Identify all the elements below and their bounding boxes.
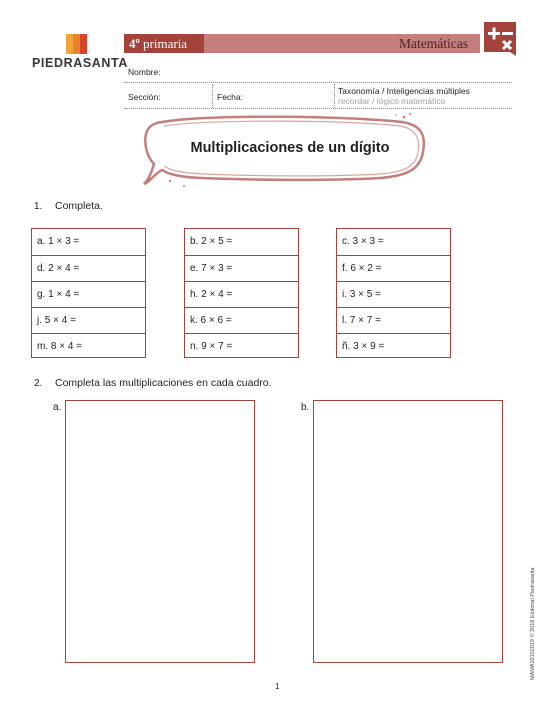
copyright-credit: MAMA10102019 © 2018 Editorial Piedrasanta [530,567,536,680]
subject-label: Matemáticas [399,36,468,51]
problem-cell[interactable]: k. 6 × 6 = [185,307,298,333]
exercise-1-column-2 [184,228,299,358]
exercise-1-column-1 [31,228,146,358]
problem-cell[interactable]: d. 2 × 4 = [32,255,145,281]
problem-cell[interactable]: ñ. 3 × 9 = [337,333,450,359]
problem-cell[interactable]: c. 3 × 3 = [342,236,384,247]
field-separator [334,84,335,108]
page-number: 1 [275,682,280,691]
book-logo-icon [65,32,89,56]
name-label: Nombre: [128,67,161,77]
exercise-2-number: 2. [34,378,43,389]
exercise-1-number: 1. [34,201,43,212]
problem-cell[interactable]: b. 2 × 5 = [190,236,233,247]
grade-number: 4º [129,36,140,51]
page-title: Multiplicaciones de un dígito [190,140,390,156]
publisher-logo: PIEDRASANTA [32,56,128,70]
exercise-2-instruction: Completa las multiplicaciones en cada cuadro. [55,377,272,389]
grade-label [124,34,204,53]
section-field-line[interactable] [124,108,512,109]
problem-cell[interactable]: h. 2 × 4 = [185,281,298,307]
grade-word: primaria [143,36,188,51]
date-label: Fecha: [217,92,243,102]
box-a-letter: a. [53,402,62,413]
taxonomy-values: recordar / lógico matemático [338,96,446,106]
exercise-1-instruction: Completa. [55,200,103,212]
box-b-letter: b. [301,402,310,413]
problem-cell[interactable]: e. 7 × 3 = [185,255,298,281]
problem-cell[interactable]: n. 9 × 7 = [185,333,298,359]
problem-cell[interactable]: a. 1 × 3 = [37,236,80,247]
field-separator [212,84,213,108]
problem-cell[interactable]: f. 6 × 2 = [337,255,450,281]
problem-cell[interactable]: l. 7 × 7 = [337,307,450,333]
answer-box-b[interactable] [313,400,503,663]
problem-cell[interactable]: j. 5 × 4 = [32,307,145,333]
problem-cell[interactable]: m. 8 × 4 = [32,333,145,359]
name-field-line[interactable] [124,82,512,83]
taxonomy-title: Taxonomía / Inteligencias múltiples [338,86,470,96]
problem-cell[interactable]: i. 3 × 5 = [337,281,450,307]
answer-box-a[interactable] [65,400,255,663]
section-label: Sección: [128,92,161,102]
exercise-1-column-3 [336,228,451,358]
problem-cell[interactable]: g. 1 × 4 = [32,281,145,307]
math-operations-icon [482,20,518,60]
